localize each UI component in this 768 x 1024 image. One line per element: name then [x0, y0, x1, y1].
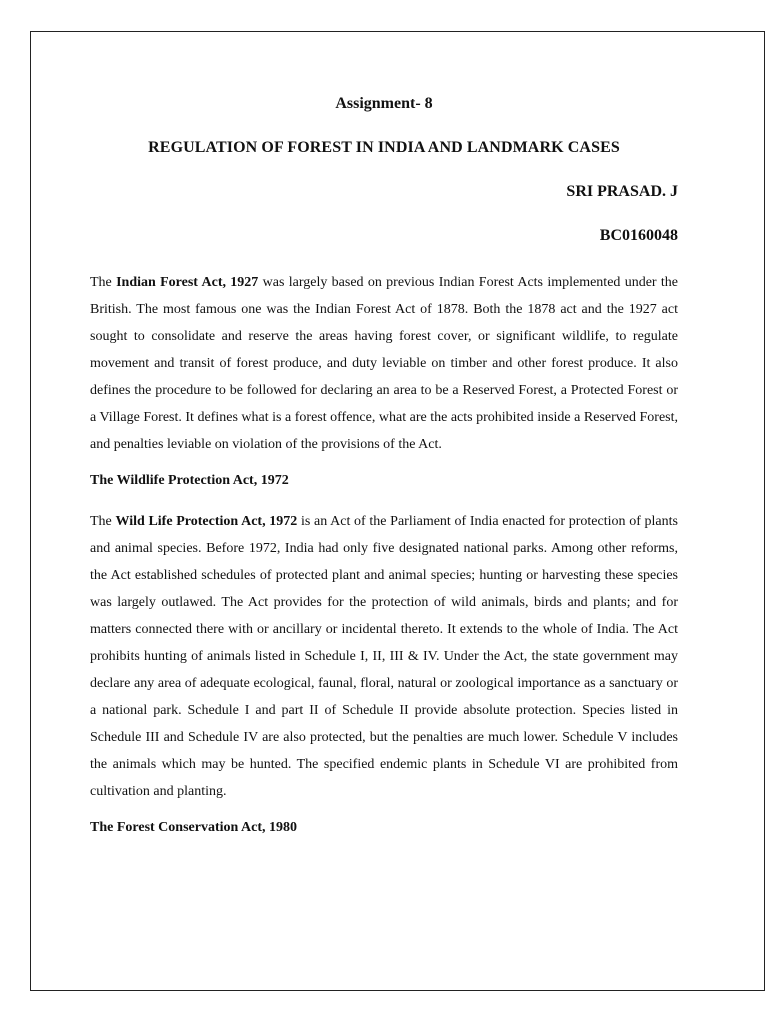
paragraph-text: is an Act of the Parliament of India enacted for protection of plants and animal species. Before 1972, India had only five designated national parks. Among other reforms, the Act established schedules of protected plant and animal species; hunting or harvesting these species was largely outlawed. The Act provides for the protection of wild animals, birds and plants; and for matters connected there with or ancillary or incidental thereto. It extends to the whole of India. The Act prohibits hunting of animals listed in Schedule I, II, III & IV. Under the Act, the state government may declare any area of adequate ecological, faunal, floral, natural or zoological importance as a sanctuary or a national park. Schedule I and part II of Schedule II provide absolute protection. Species listed in Schedule III and Schedule IV are also protected, but the penalties are much lower. Schedule V includes the animals which may be hunted. The specified endemic plants in Schedule VI are prohibited from cultivation and planting.: [90, 514, 678, 799]
main-title: REGULATION OF FOREST IN INDIA AND LANDMARK CASES: [148, 139, 620, 156]
paragraph-prefix: The: [90, 275, 117, 290]
paragraph-prefix: The: [90, 514, 116, 529]
paragraph-indian-forest-act: [90, 269, 678, 458]
assignment-title: Assignment- 8: [335, 95, 433, 112]
roll-number: BC0160048: [599, 227, 678, 244]
paragraph-wildlife-act: [90, 508, 678, 805]
bold-term-wildlife-act: Wild Life Protection Act, 1972: [115, 514, 298, 529]
author-name: SRI PRASAD. J: [566, 183, 678, 200]
section-heading-forest-conservation-act: The Forest Conservation Act, 1980: [90, 820, 297, 835]
paragraph-text: was largely based on previous Indian Forest Acts implemented under the British. The most famous one was the Indian Forest Act of 1878. Both the 1878 act and the 1927 act sought to consolidate and reserve the areas having forest cover, or significant wildlife, to regulate movement and transit of forest produce, and duty leviable on timber and other forest produce. It also defines the procedure to be followed for declaring an area to be a Reserved Forest, a Protected Forest or a Village Forest. It defines what is a forest offence, what are the acts prohibited inside a Reserved Forest, and penalties leviable on violation of the provisions of the Act.: [90, 275, 679, 452]
document-body: [90, 93, 678, 855]
section-heading-wildlife-act: The Wildlife Protection Act, 1972: [90, 473, 289, 488]
bold-term-indian-forest-act: Indian Forest Act, 1927: [116, 275, 259, 290]
